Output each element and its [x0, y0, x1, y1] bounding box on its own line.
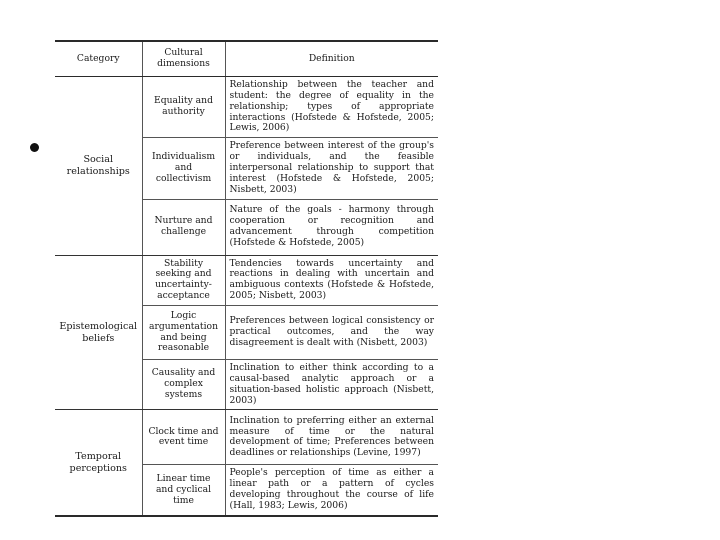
table-row — [55, 255, 438, 305]
definition-cell: People's perception of time as either a linear path or a pattern of cycles developing throughout the course of life (Hall, 1983; Lewis, 2006) — [225, 465, 438, 516]
cultural-dimensions-table-image — [55, 40, 438, 517]
dimension-cell: Causality and complex systems — [142, 360, 225, 410]
definition-cell: Tendencies towards uncertainty and reactions in dealing with uncertain and ambiguous contexts (Hofstede & Hofstede, 2005; Nisbett, 2003) — [225, 255, 438, 305]
dimension-cell: Logic argumentation and being reasonable — [142, 306, 225, 360]
table-row — [55, 410, 438, 465]
category-epistemological-beliefs: Epistemological beliefs — [55, 255, 142, 410]
dimension-cell: Clock time and event time — [142, 410, 225, 465]
header-dimension: Cultural dimensions — [142, 41, 225, 77]
bullet-point — [30, 143, 39, 152]
definition-cell: Preference between interest of the group's or individuals, and the feasible interpersonal relationship to support that interest (Hofstede & Hofstede, 2005; Nisbett, 2003) — [225, 138, 438, 199]
cultural-dimensions-table — [55, 40, 438, 517]
dimension-cell: Stability seeking and uncertainty-acceptance — [142, 255, 225, 305]
definition-cell: Nature of the goals - harmony through cooperation or recognition and advancement through competition (Hofstede & Hofstede, 2005) — [225, 199, 438, 255]
table-header-row — [55, 41, 438, 77]
table-row — [55, 77, 438, 138]
category-temporal-perceptions: Temporal perceptions — [55, 410, 142, 516]
definition-cell: Preferences between logical consistency or practical outcomes, and the way disagreement is dealt with (Nisbett, 2003) — [225, 306, 438, 360]
dimension-cell: Nurture and challenge — [142, 199, 225, 255]
dimension-cell: Individualism and collectivism — [142, 138, 225, 199]
header-category: Category — [55, 41, 142, 77]
definition-cell: Relationship between the teacher and student: the degree of equality in the relationship; types of appropriate interactions (Hofstede & Hofstede, 2005; Lewis, 2006) — [225, 77, 438, 138]
definition-cell: Inclination to either think according to a causal-based analytic approach or a situation-based holistic approach (Nisbett, 2003) — [225, 360, 438, 410]
dimension-cell: Equality and authority — [142, 77, 225, 138]
category-social-relationships: Social relationships — [55, 77, 142, 256]
dimension-cell: Linear time and cyclical time — [142, 465, 225, 516]
header-definition: Definition — [225, 41, 438, 77]
definition-cell: Inclination to preferring either an external measure of time or the natural development of time; Preferences between deadlines or relationships (Levine, 1997) — [225, 410, 438, 465]
